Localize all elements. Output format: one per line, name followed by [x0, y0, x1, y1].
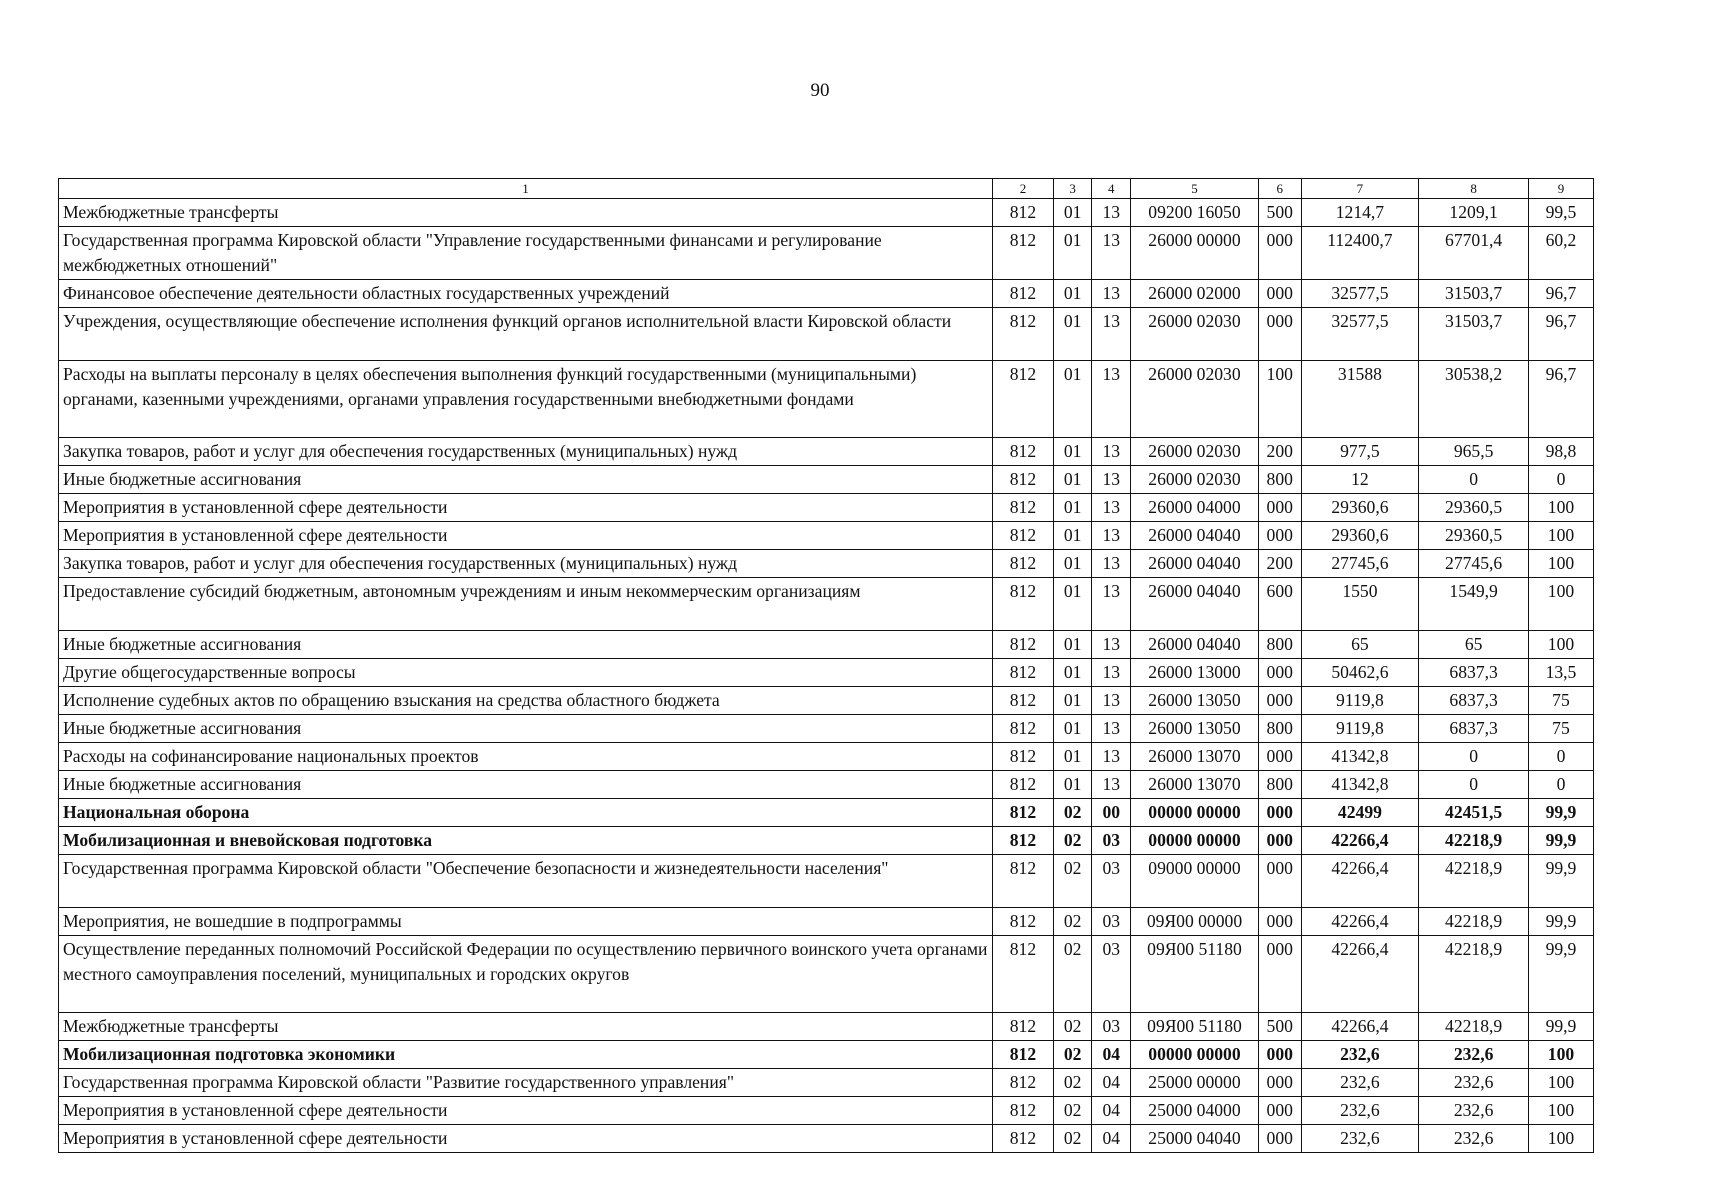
table-row — [59, 743, 1594, 771]
row-name-cell: Другие общегосударственные вопросы — [59, 659, 993, 687]
plan-cell: 42266,4 — [1301, 827, 1419, 855]
percent-cell: 100 — [1528, 1041, 1593, 1069]
plan-cell: 41342,8 — [1301, 743, 1419, 771]
actual-cell: 6837,3 — [1419, 659, 1529, 687]
admin-code-cell: 812 — [992, 715, 1053, 743]
table-row — [59, 1097, 1594, 1125]
subsection-cell: 13 — [1092, 438, 1131, 466]
plan-cell: 32577,5 — [1301, 308, 1419, 361]
table-row — [59, 550, 1594, 578]
section-cell: 02 — [1053, 908, 1092, 936]
percent-cell: 99,9 — [1528, 827, 1593, 855]
target-article-cell: 26000 04040 — [1131, 631, 1259, 659]
subsection-cell: 13 — [1092, 659, 1131, 687]
expense-type-cell: 000 — [1258, 936, 1301, 1013]
target-article-cell: 26000 02000 — [1131, 280, 1259, 308]
row-name-cell: Закупка товаров, работ и услуг для обеспечения государственных (муниципальных) нужд — [59, 550, 993, 578]
section-cell: 01 — [1053, 687, 1092, 715]
table-row — [59, 361, 1594, 438]
actual-cell: 0 — [1419, 743, 1529, 771]
subsection-cell: 13 — [1092, 631, 1131, 659]
actual-cell: 65 — [1419, 631, 1529, 659]
admin-code-cell: 812 — [992, 936, 1053, 1013]
section-cell: 01 — [1053, 466, 1092, 494]
row-name-cell: Межбюджетные трансферты — [59, 1013, 993, 1041]
admin-code-cell: 812 — [992, 908, 1053, 936]
page-number: 90 — [810, 80, 830, 101]
row-name-cell: Учреждения, осуществляющие обеспечение исполнения функций органов исполнительной власти Кировской области — [59, 308, 993, 361]
plan-cell: 27745,6 — [1301, 550, 1419, 578]
percent-cell: 100 — [1528, 1069, 1593, 1097]
expense-type-cell: 000 — [1258, 743, 1301, 771]
actual-cell: 232,6 — [1419, 1125, 1529, 1153]
table-row — [59, 227, 1594, 280]
table-row — [59, 631, 1594, 659]
subsection-cell: 13 — [1092, 743, 1131, 771]
target-article-cell: 25000 00000 — [1131, 1069, 1259, 1097]
section-cell: 02 — [1053, 1041, 1092, 1069]
percent-cell: 99,9 — [1528, 1013, 1593, 1041]
subsection-cell: 03 — [1092, 936, 1131, 1013]
section-cell: 02 — [1053, 936, 1092, 1013]
table-row — [59, 715, 1594, 743]
table-row — [59, 771, 1594, 799]
row-name-cell: Национальная оборона — [59, 799, 993, 827]
row-name-cell: Мобилизационная и вневойсковая подготовка — [59, 827, 993, 855]
expense-type-cell: 200 — [1258, 550, 1301, 578]
row-name-cell: Государственная программа Кировской области "Обеспечение безопасности и жизнедеятельности населения" — [59, 855, 993, 908]
column-number-row — [59, 179, 1594, 199]
subsection-cell: 13 — [1092, 280, 1131, 308]
row-name-cell: Иные бюджетные ассигнования — [59, 466, 993, 494]
row-name-cell: Иные бюджетные ассигнования — [59, 631, 993, 659]
plan-cell: 232,6 — [1301, 1125, 1419, 1153]
expense-type-cell: 500 — [1258, 199, 1301, 227]
plan-cell: 1214,7 — [1301, 199, 1419, 227]
admin-code-cell: 812 — [992, 743, 1053, 771]
expense-type-cell: 500 — [1258, 1013, 1301, 1041]
target-article-cell: 09000 00000 — [1131, 855, 1259, 908]
table-row — [59, 1013, 1594, 1041]
plan-cell: 1550 — [1301, 578, 1419, 631]
expense-type-cell: 000 — [1258, 827, 1301, 855]
admin-code-cell: 812 — [992, 771, 1053, 799]
actual-cell: 31503,7 — [1419, 280, 1529, 308]
plan-cell: 29360,6 — [1301, 494, 1419, 522]
table-body — [59, 199, 1594, 1153]
admin-code-cell: 812 — [992, 280, 1053, 308]
plan-cell: 977,5 — [1301, 438, 1419, 466]
percent-cell: 98,8 — [1528, 438, 1593, 466]
row-name-cell: Мобилизационная подготовка экономики — [59, 1041, 993, 1069]
row-name-cell: Закупка товаров, работ и услуг для обеспечения государственных (муниципальных) нужд — [59, 438, 993, 466]
admin-code-cell: 812 — [992, 494, 1053, 522]
section-cell: 01 — [1053, 715, 1092, 743]
subsection-cell: 13 — [1092, 550, 1131, 578]
admin-code-cell: 812 — [992, 199, 1053, 227]
plan-cell: 42499 — [1301, 799, 1419, 827]
section-cell: 01 — [1053, 280, 1092, 308]
table-row — [59, 494, 1594, 522]
plan-cell: 42266,4 — [1301, 855, 1419, 908]
percent-cell: 99,9 — [1528, 936, 1593, 1013]
column-number-7: 7 — [1301, 179, 1419, 199]
expense-type-cell: 800 — [1258, 631, 1301, 659]
table-row — [59, 799, 1594, 827]
plan-cell: 42266,4 — [1301, 936, 1419, 1013]
plan-cell: 232,6 — [1301, 1069, 1419, 1097]
section-cell: 01 — [1053, 550, 1092, 578]
actual-cell: 27745,6 — [1419, 550, 1529, 578]
section-cell: 02 — [1053, 1125, 1092, 1153]
table-row — [59, 578, 1594, 631]
actual-cell: 42218,9 — [1419, 855, 1529, 908]
expense-type-cell: 000 — [1258, 280, 1301, 308]
table-row — [59, 908, 1594, 936]
target-article-cell: 00000 00000 — [1131, 799, 1259, 827]
admin-code-cell: 812 — [992, 522, 1053, 550]
plan-cell: 232,6 — [1301, 1097, 1419, 1125]
actual-cell: 6837,3 — [1419, 715, 1529, 743]
budget-table — [58, 178, 1594, 1153]
subsection-cell: 03 — [1092, 827, 1131, 855]
plan-cell: 31588 — [1301, 361, 1419, 438]
admin-code-cell: 812 — [992, 361, 1053, 438]
table-row — [59, 1125, 1594, 1153]
admin-code-cell: 812 — [992, 227, 1053, 280]
actual-cell: 232,6 — [1419, 1097, 1529, 1125]
target-article-cell: 09Я00 51180 — [1131, 936, 1259, 1013]
subsection-cell: 03 — [1092, 1013, 1131, 1041]
plan-cell: 9119,8 — [1301, 687, 1419, 715]
column-number-8: 8 — [1419, 179, 1529, 199]
expense-type-cell: 000 — [1258, 1097, 1301, 1125]
expense-type-cell: 000 — [1258, 855, 1301, 908]
row-name-cell: Исполнение судебных актов по обращению взыскания на средства областного бюджета — [59, 687, 993, 715]
row-name-cell: Иные бюджетные ассигнования — [59, 715, 993, 743]
percent-cell: 96,7 — [1528, 361, 1593, 438]
expense-type-cell: 800 — [1258, 715, 1301, 743]
actual-cell: 42218,9 — [1419, 827, 1529, 855]
target-article-cell: 26000 02030 — [1131, 438, 1259, 466]
subsection-cell: 13 — [1092, 308, 1131, 361]
target-article-cell: 09200 16050 — [1131, 199, 1259, 227]
percent-cell: 75 — [1528, 715, 1593, 743]
expense-type-cell: 800 — [1258, 466, 1301, 494]
subsection-cell: 04 — [1092, 1097, 1131, 1125]
table-row — [59, 827, 1594, 855]
section-cell: 01 — [1053, 361, 1092, 438]
subsection-cell: 13 — [1092, 466, 1131, 494]
admin-code-cell: 812 — [992, 1097, 1053, 1125]
actual-cell: 29360,5 — [1419, 522, 1529, 550]
subsection-cell: 13 — [1092, 227, 1131, 280]
subsection-cell: 00 — [1092, 799, 1131, 827]
column-number-4: 4 — [1092, 179, 1131, 199]
actual-cell: 42218,9 — [1419, 936, 1529, 1013]
expense-type-cell: 000 — [1258, 799, 1301, 827]
percent-cell: 0 — [1528, 466, 1593, 494]
percent-cell: 0 — [1528, 771, 1593, 799]
expense-type-cell: 000 — [1258, 1041, 1301, 1069]
section-cell: 01 — [1053, 631, 1092, 659]
actual-cell: 0 — [1419, 771, 1529, 799]
target-article-cell: 09Я00 51180 — [1131, 1013, 1259, 1041]
percent-cell: 96,7 — [1528, 280, 1593, 308]
plan-cell: 42266,4 — [1301, 908, 1419, 936]
table-row — [59, 522, 1594, 550]
target-article-cell: 26000 13070 — [1131, 743, 1259, 771]
plan-cell: 42266,4 — [1301, 1013, 1419, 1041]
percent-cell: 100 — [1528, 631, 1593, 659]
actual-cell: 232,6 — [1419, 1069, 1529, 1097]
admin-code-cell: 812 — [992, 631, 1053, 659]
target-article-cell: 26000 13050 — [1131, 715, 1259, 743]
table-row — [59, 438, 1594, 466]
percent-cell: 99,5 — [1528, 199, 1593, 227]
table-row — [59, 1069, 1594, 1097]
admin-code-cell: 812 — [992, 578, 1053, 631]
row-name-cell: Финансовое обеспечение деятельности областных государственных учреждений — [59, 280, 993, 308]
target-article-cell: 00000 00000 — [1131, 827, 1259, 855]
expense-type-cell: 000 — [1258, 308, 1301, 361]
section-cell: 01 — [1053, 199, 1092, 227]
row-name-cell: Мероприятия, не вошедшие в подпрограммы — [59, 908, 993, 936]
target-article-cell: 26000 13000 — [1131, 659, 1259, 687]
target-article-cell: 26000 02030 — [1131, 361, 1259, 438]
table-row — [59, 466, 1594, 494]
section-cell: 01 — [1053, 743, 1092, 771]
percent-cell: 99,9 — [1528, 799, 1593, 827]
actual-cell: 30538,2 — [1419, 361, 1529, 438]
table-row — [59, 280, 1594, 308]
subsection-cell: 04 — [1092, 1069, 1131, 1097]
subsection-cell: 13 — [1092, 578, 1131, 631]
subsection-cell: 13 — [1092, 687, 1131, 715]
row-name-cell: Расходы на софинансирование национальных проектов — [59, 743, 993, 771]
subsection-cell: 03 — [1092, 908, 1131, 936]
row-name-cell: Предоставление субсидий бюджетным, автономным учреждениям и иным некоммерческим организациям — [59, 578, 993, 631]
plan-cell: 50462,6 — [1301, 659, 1419, 687]
plan-cell: 12 — [1301, 466, 1419, 494]
section-cell: 01 — [1053, 522, 1092, 550]
actual-cell: 42218,9 — [1419, 1013, 1529, 1041]
expense-type-cell: 000 — [1258, 687, 1301, 715]
expense-type-cell: 200 — [1258, 438, 1301, 466]
subsection-cell: 13 — [1092, 199, 1131, 227]
subsection-cell: 04 — [1092, 1041, 1131, 1069]
section-cell: 02 — [1053, 1097, 1092, 1125]
expense-type-cell: 100 — [1258, 361, 1301, 438]
section-cell: 01 — [1053, 771, 1092, 799]
target-article-cell: 26000 13070 — [1131, 771, 1259, 799]
admin-code-cell: 812 — [992, 1013, 1053, 1041]
expense-type-cell: 000 — [1258, 522, 1301, 550]
actual-cell: 0 — [1419, 466, 1529, 494]
admin-code-cell: 812 — [992, 308, 1053, 361]
row-name-cell: Государственная программа Кировской области "Управление государственными финансами и регулирование межбюджетных отношений" — [59, 227, 993, 280]
actual-cell: 42451,5 — [1419, 799, 1529, 827]
plan-cell: 112400,7 — [1301, 227, 1419, 280]
plan-cell: 32577,5 — [1301, 280, 1419, 308]
percent-cell: 13,5 — [1528, 659, 1593, 687]
percent-cell: 100 — [1528, 522, 1593, 550]
plan-cell: 29360,6 — [1301, 522, 1419, 550]
admin-code-cell: 812 — [992, 1069, 1053, 1097]
expense-type-cell: 000 — [1258, 1069, 1301, 1097]
plan-cell: 41342,8 — [1301, 771, 1419, 799]
admin-code-cell: 812 — [992, 855, 1053, 908]
actual-cell: 965,5 — [1419, 438, 1529, 466]
target-article-cell: 00000 00000 — [1131, 1041, 1259, 1069]
plan-cell: 65 — [1301, 631, 1419, 659]
section-cell: 01 — [1053, 578, 1092, 631]
actual-cell: 1549,9 — [1419, 578, 1529, 631]
percent-cell: 100 — [1528, 550, 1593, 578]
actual-cell: 29360,5 — [1419, 494, 1529, 522]
admin-code-cell: 812 — [992, 550, 1053, 578]
percent-cell: 0 — [1528, 743, 1593, 771]
row-name-cell: Мероприятия в установленной сфере деятельности — [59, 522, 993, 550]
table-row — [59, 1041, 1594, 1069]
table-row — [59, 199, 1594, 227]
actual-cell: 1209,1 — [1419, 199, 1529, 227]
admin-code-cell: 812 — [992, 1041, 1053, 1069]
target-article-cell: 25000 04000 — [1131, 1097, 1259, 1125]
admin-code-cell: 812 — [992, 799, 1053, 827]
percent-cell: 99,9 — [1528, 908, 1593, 936]
expense-type-cell: 000 — [1258, 659, 1301, 687]
section-cell: 01 — [1053, 438, 1092, 466]
plan-cell: 232,6 — [1301, 1041, 1419, 1069]
row-name-cell: Расходы на выплаты персоналу в целях обеспечения выполнения функций государственными (муниципальными) органами, казенными учреждениями, органами управления государственными внебюджетными фондами — [59, 361, 993, 438]
target-article-cell: 26000 02030 — [1131, 466, 1259, 494]
target-article-cell: 26000 04040 — [1131, 550, 1259, 578]
expense-type-cell: 800 — [1258, 771, 1301, 799]
subsection-cell: 13 — [1092, 522, 1131, 550]
row-name-cell: Межбюджетные трансферты — [59, 199, 993, 227]
table-row — [59, 308, 1594, 361]
percent-cell: 100 — [1528, 494, 1593, 522]
target-article-cell: 26000 04040 — [1131, 522, 1259, 550]
table-row — [59, 687, 1594, 715]
admin-code-cell: 812 — [992, 827, 1053, 855]
subsection-cell: 13 — [1092, 361, 1131, 438]
expense-type-cell: 000 — [1258, 227, 1301, 280]
target-article-cell: 26000 04040 — [1131, 578, 1259, 631]
column-number-9: 9 — [1528, 179, 1593, 199]
subsection-cell: 13 — [1092, 771, 1131, 799]
actual-cell: 67701,4 — [1419, 227, 1529, 280]
subsection-cell: 13 — [1092, 715, 1131, 743]
target-article-cell: 26000 04000 — [1131, 494, 1259, 522]
expense-type-cell: 600 — [1258, 578, 1301, 631]
column-number-1: 1 — [59, 179, 993, 199]
percent-cell: 96,7 — [1528, 308, 1593, 361]
actual-cell: 6837,3 — [1419, 687, 1529, 715]
column-number-2: 2 — [992, 179, 1053, 199]
section-cell: 01 — [1053, 494, 1092, 522]
column-number-5: 5 — [1131, 179, 1259, 199]
section-cell: 01 — [1053, 308, 1092, 361]
subsection-cell: 04 — [1092, 1125, 1131, 1153]
section-cell: 02 — [1053, 799, 1092, 827]
row-name-cell: Иные бюджетные ассигнования — [59, 771, 993, 799]
actual-cell: 232,6 — [1419, 1041, 1529, 1069]
row-name-cell: Мероприятия в установленной сфере деятельности — [59, 1097, 993, 1125]
expense-type-cell: 000 — [1258, 494, 1301, 522]
row-name-cell: Мероприятия в установленной сфере деятельности — [59, 494, 993, 522]
percent-cell: 100 — [1528, 1097, 1593, 1125]
percent-cell: 60,2 — [1528, 227, 1593, 280]
percent-cell: 100 — [1528, 578, 1593, 631]
expense-type-cell: 000 — [1258, 908, 1301, 936]
admin-code-cell: 812 — [992, 659, 1053, 687]
target-article-cell: 09Я00 00000 — [1131, 908, 1259, 936]
actual-cell: 42218,9 — [1419, 908, 1529, 936]
row-name-cell: Осуществление переданных полномочий Российской Федерации по осуществлению первичного воинского учета органами местного самоуправления поселений, муниципальных и городских округов — [59, 936, 993, 1013]
section-cell: 02 — [1053, 1069, 1092, 1097]
subsection-cell: 13 — [1092, 494, 1131, 522]
row-name-cell: Мероприятия в установленной сфере деятельности — [59, 1125, 993, 1153]
target-article-cell: 26000 00000 — [1131, 227, 1259, 280]
target-article-cell: 26000 13050 — [1131, 687, 1259, 715]
actual-cell: 31503,7 — [1419, 308, 1529, 361]
column-number-6: 6 — [1258, 179, 1301, 199]
percent-cell: 99,9 — [1528, 855, 1593, 908]
table-row — [59, 659, 1594, 687]
percent-cell: 100 — [1528, 1125, 1593, 1153]
plan-cell: 9119,8 — [1301, 715, 1419, 743]
target-article-cell: 25000 04040 — [1131, 1125, 1259, 1153]
subsection-cell: 03 — [1092, 855, 1131, 908]
admin-code-cell: 812 — [992, 1125, 1053, 1153]
target-article-cell: 26000 02030 — [1131, 308, 1259, 361]
table-row — [59, 936, 1594, 1013]
expense-type-cell: 000 — [1258, 1125, 1301, 1153]
admin-code-cell: 812 — [992, 438, 1053, 466]
section-cell: 01 — [1053, 659, 1092, 687]
percent-cell: 75 — [1528, 687, 1593, 715]
row-name-cell: Государственная программа Кировской области "Развитие государственного управления" — [59, 1069, 993, 1097]
section-cell: 02 — [1053, 1013, 1092, 1041]
column-number-3: 3 — [1053, 179, 1092, 199]
section-cell: 01 — [1053, 227, 1092, 280]
table-row — [59, 855, 1594, 908]
admin-code-cell: 812 — [992, 466, 1053, 494]
section-cell: 02 — [1053, 827, 1092, 855]
admin-code-cell: 812 — [992, 687, 1053, 715]
section-cell: 02 — [1053, 855, 1092, 908]
